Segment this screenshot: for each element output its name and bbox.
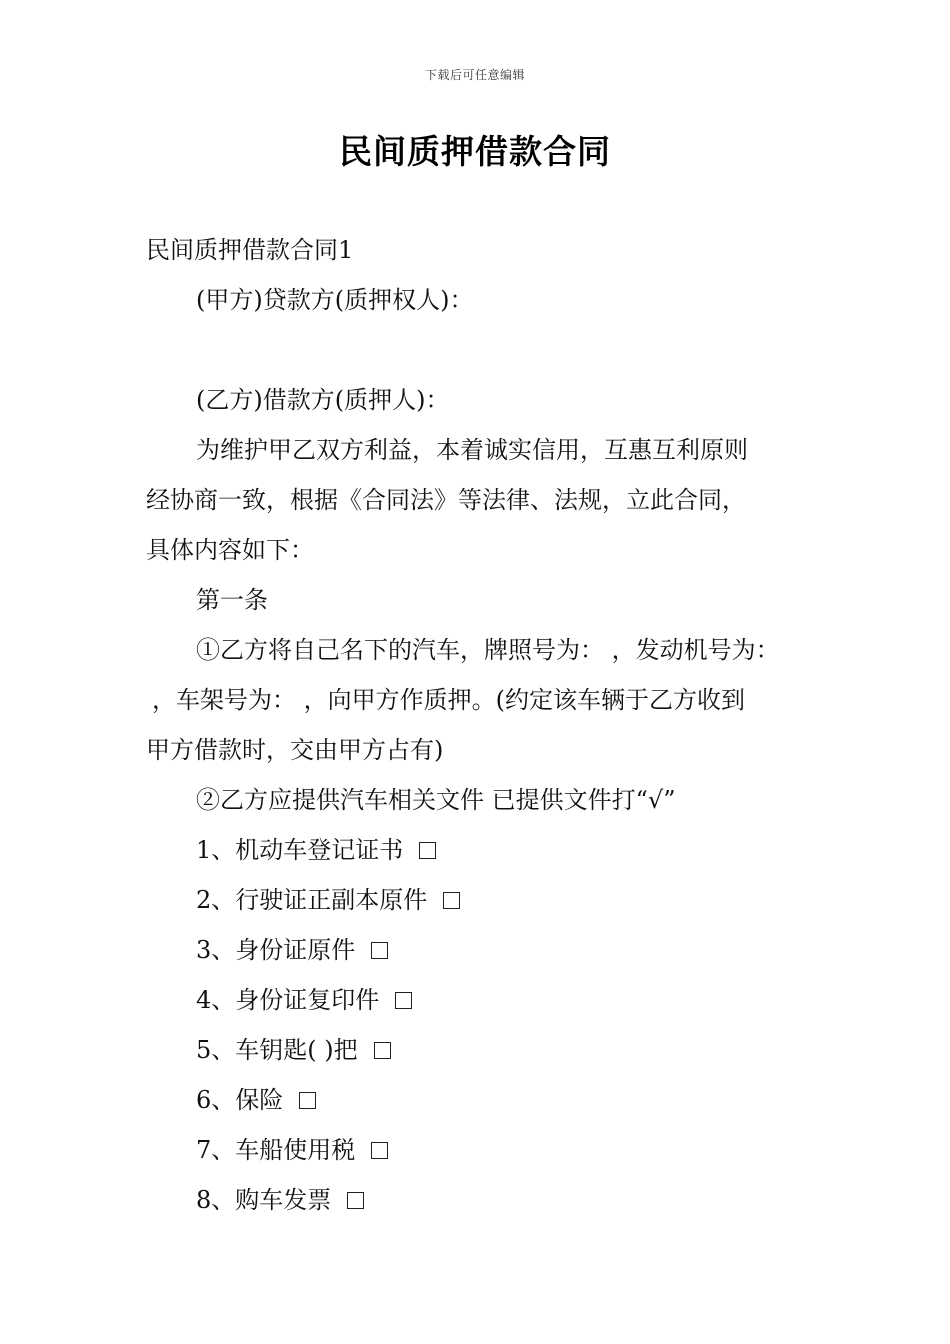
document-title: 民间质押借款合同 — [339, 132, 611, 171]
document-item — [196, 975, 412, 1025]
document-item — [196, 1125, 388, 1175]
document-item — [196, 925, 388, 975]
document-item-label: 2、行驶证正副本原件 — [196, 886, 428, 914]
document-checkbox[interactable] — [371, 942, 388, 959]
clause-2-line: ②乙方应提供汽车相关文件 已提供文件打“√” — [196, 786, 676, 814]
preamble-line-1: 为维护甲乙双方利益，本着诚实信用，互惠互利原则 — [196, 436, 748, 464]
document-item — [196, 825, 436, 875]
document-checkbox[interactable] — [395, 992, 412, 1009]
document-item-label: 8、购车发票 — [196, 1186, 332, 1214]
clause-1-line-1: ①乙方将自己名下的汽车，牌照号为： ，发动机号为： — [196, 636, 780, 664]
contract-heading: 民间质押借款合同1 — [146, 236, 354, 264]
party-b-line: (乙方)借款方(质押人)： — [196, 386, 450, 414]
document-item — [196, 1025, 391, 1075]
document-item-label: 1、机动车登记证书 — [196, 836, 404, 864]
clause-1-line-3: 甲方借款时，交由甲方占有) — [146, 736, 444, 764]
preamble-line-3: 具体内容如下： — [146, 536, 314, 564]
document-checkbox[interactable] — [374, 1042, 391, 1059]
article-1-heading: 第一条 — [196, 586, 268, 614]
header-note: 下载后可任意编辑 — [424, 68, 525, 82]
document-item — [196, 1175, 364, 1225]
document-checkbox[interactable] — [419, 842, 436, 859]
document-checkbox[interactable] — [299, 1092, 316, 1109]
document-item — [196, 875, 460, 925]
document-item-label: 3、身份证原件 — [196, 936, 356, 964]
document-checkbox[interactable] — [347, 1192, 364, 1209]
document-item — [196, 1075, 316, 1125]
document-item-label: 7、车船使用税 — [196, 1136, 356, 1164]
document-item-label: 4、身份证复印件 — [196, 986, 380, 1014]
party-a-line: (甲方)贷款方(质押权人)： — [196, 286, 474, 314]
document-checkbox[interactable] — [371, 1142, 388, 1159]
document-checkbox[interactable] — [443, 892, 460, 909]
preamble-line-2: 经协商一致，根据《合同法》等法律、法规，立此合同， — [146, 486, 746, 514]
document-item-label: 5、车钥匙( )把 — [196, 1036, 358, 1064]
document-item-label: 6、保险 — [196, 1086, 284, 1114]
clause-1-line-2: ，车架号为： ，向甲方作质押。(约定该车辆于乙方收到 — [152, 686, 745, 714]
